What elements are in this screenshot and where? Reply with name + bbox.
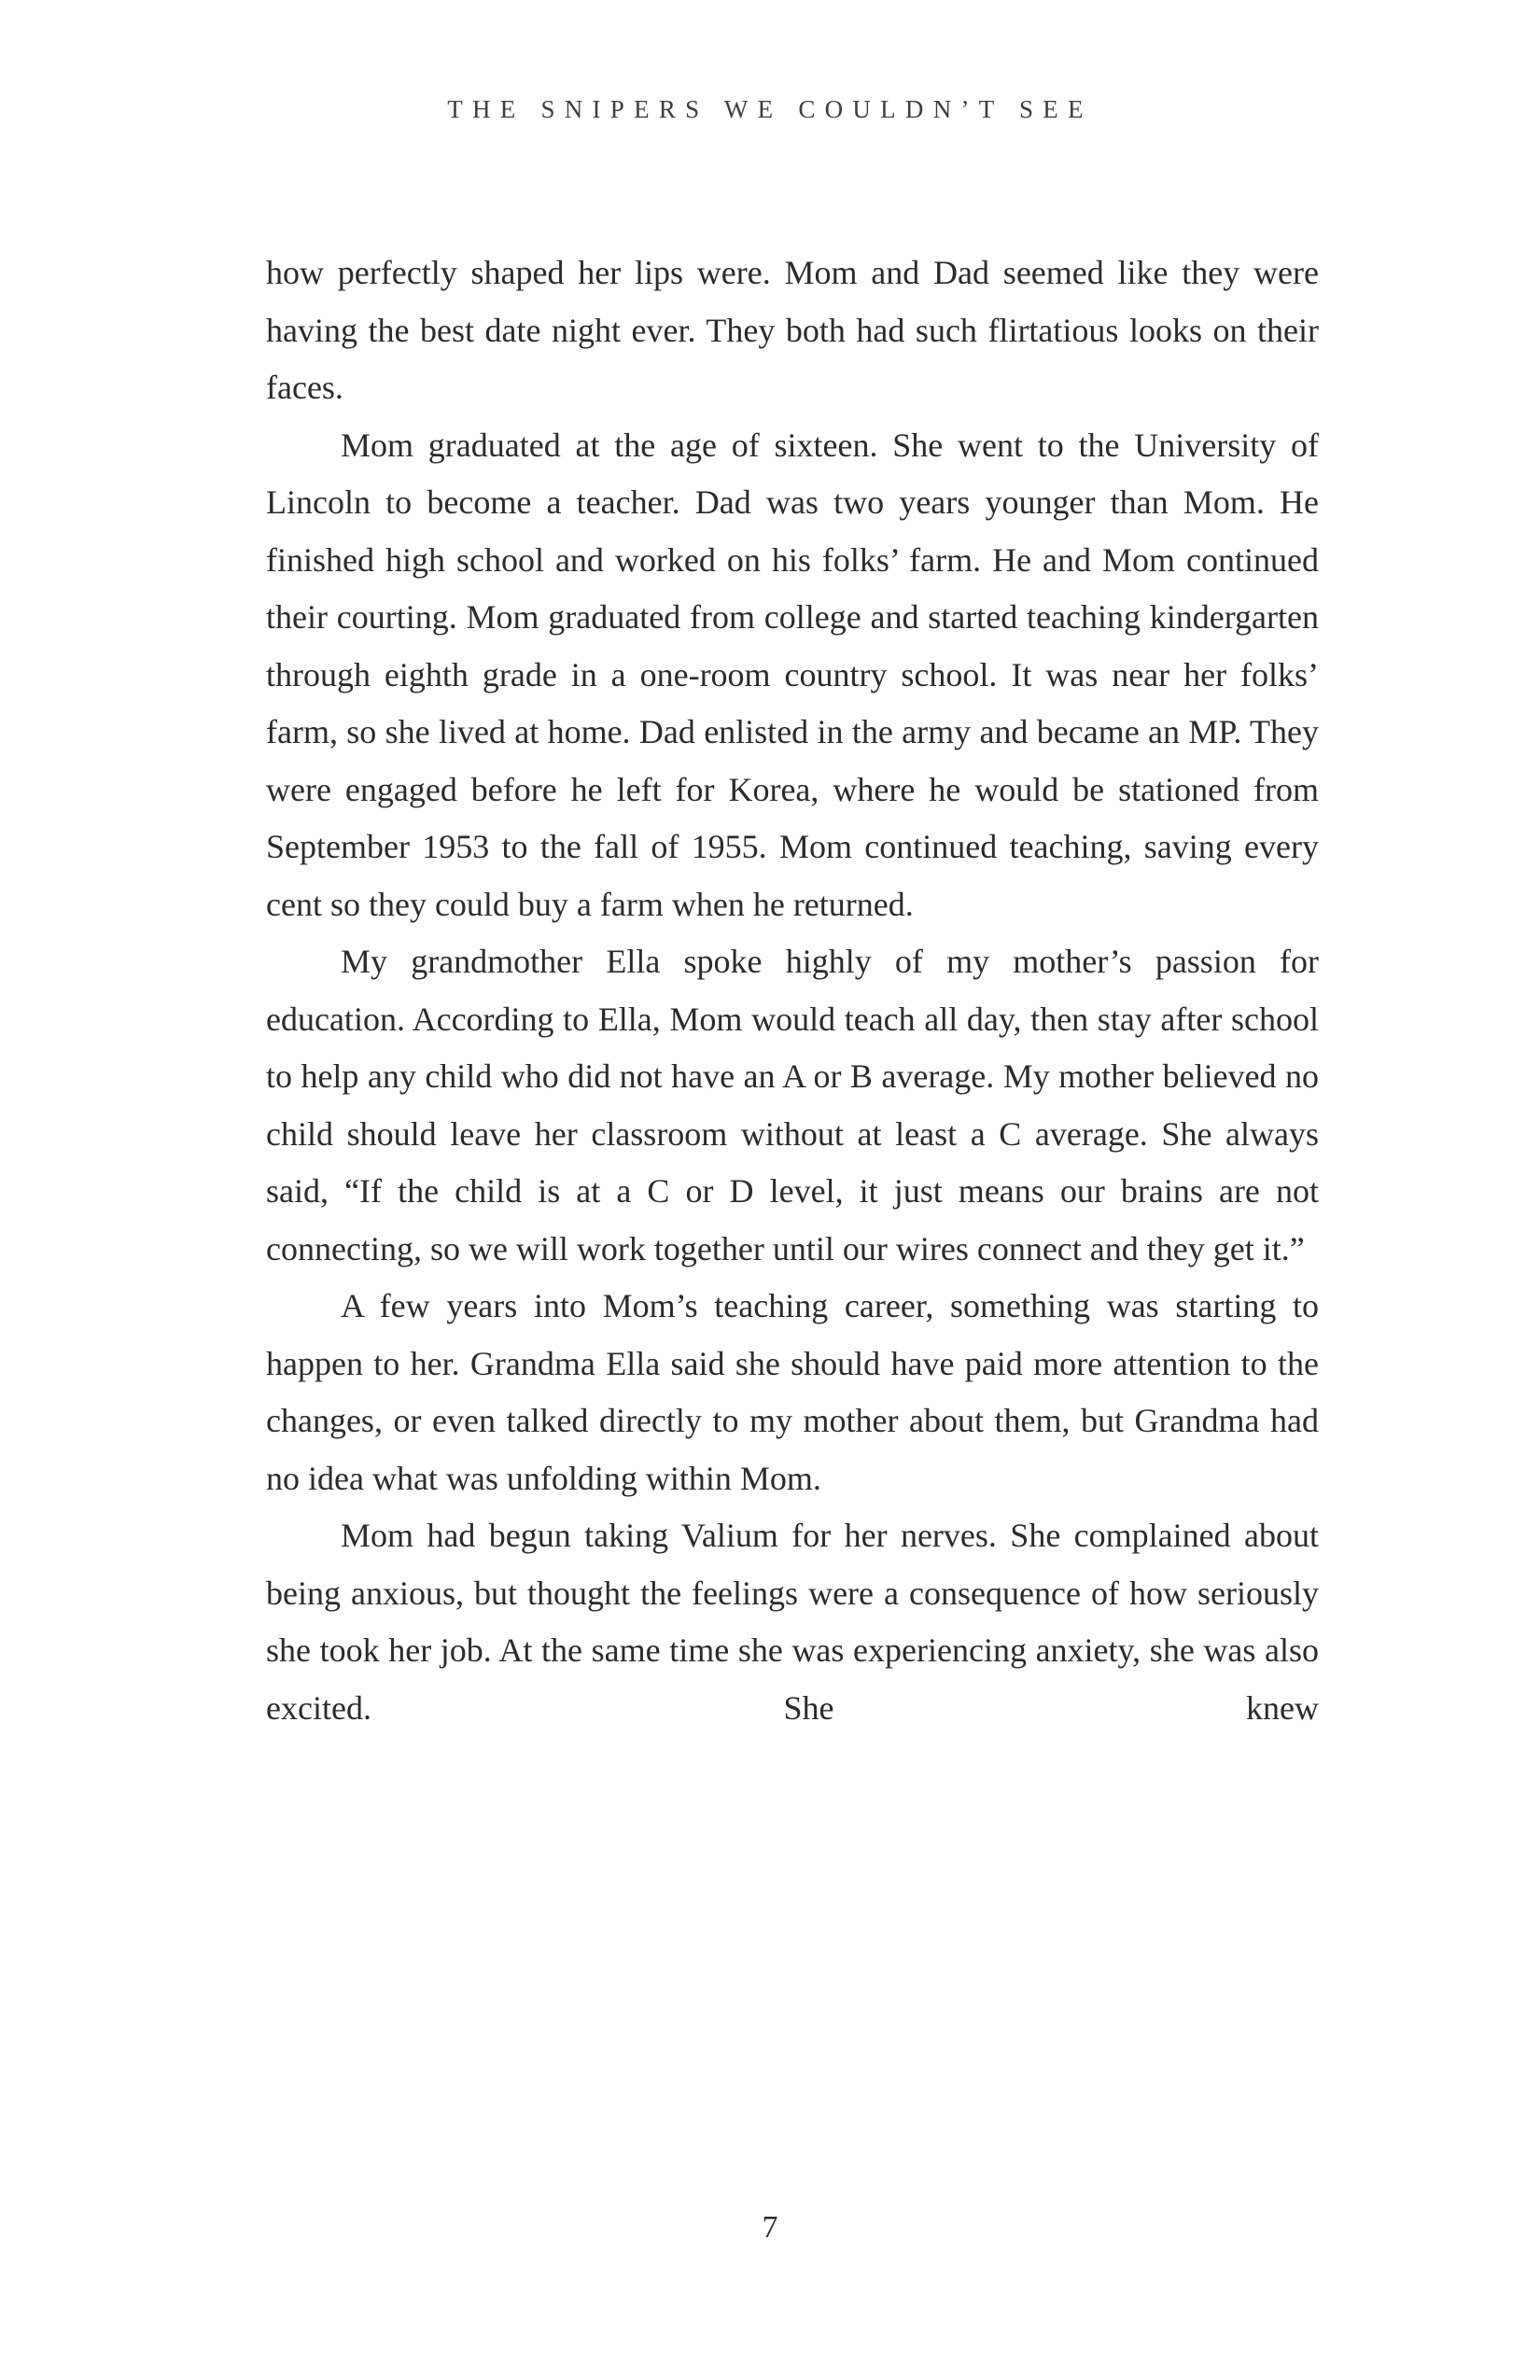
page-number: 7	[762, 2210, 778, 2245]
running-header: THE SNIPERS WE COULDN’T SEE	[447, 95, 1093, 123]
paragraph: A few years into Mom’s teaching career, something was starting to happen to her. Grandma Ella said she should have paid more attention to the changes, or even talked directly to my mother about them, but Grandma had no idea what was unfolding within Mom.	[266, 1287, 1319, 1497]
body-text	[266, 245, 1319, 1737]
paragraph: My grandmother Ella spoke highly of my mother’s passion for education. According to Ella, Mom would teach all day, then stay after school to help any child who did not have an A or B average. My mother believed no child should leave her classroom without at least a C average. She always said, “If the child is at a C or D level, it just means our brains are not connecting, so we will work together until our wires connect and they get it.”	[266, 943, 1319, 1267]
paragraph: how perfectly shaped her lips were. Mom and Dad seemed like they were having the best date night ever. They both had such flirtatious looks on their faces.	[266, 254, 1319, 406]
paragraph: Mom graduated at the age of sixteen. She went to the University of Lincoln to become a teacher. Dad was two years younger than Mom. He finished high school and worked on his folks’ farm. He and Mom continued their courting. Mom graduated from college and started teaching kindergarten through eighth grade in a one-room country school. It was near her folks’ farm, so she lived at home. Dad enlisted in the army and became an MP. They were engaged before he left for Korea, where he would be stationed from September 1953 to the fall of 1955. Mom continued teaching, saving every cent so they could buy a farm when he returned.	[266, 426, 1319, 923]
paragraph: Mom had begun taking Valium for her nerves. She complained about being anxious, but thought the feelings were a consequence of how seriously she took her job. At the same time she was experiencing anxiety, she was also excited. She knew	[266, 1517, 1319, 1727]
